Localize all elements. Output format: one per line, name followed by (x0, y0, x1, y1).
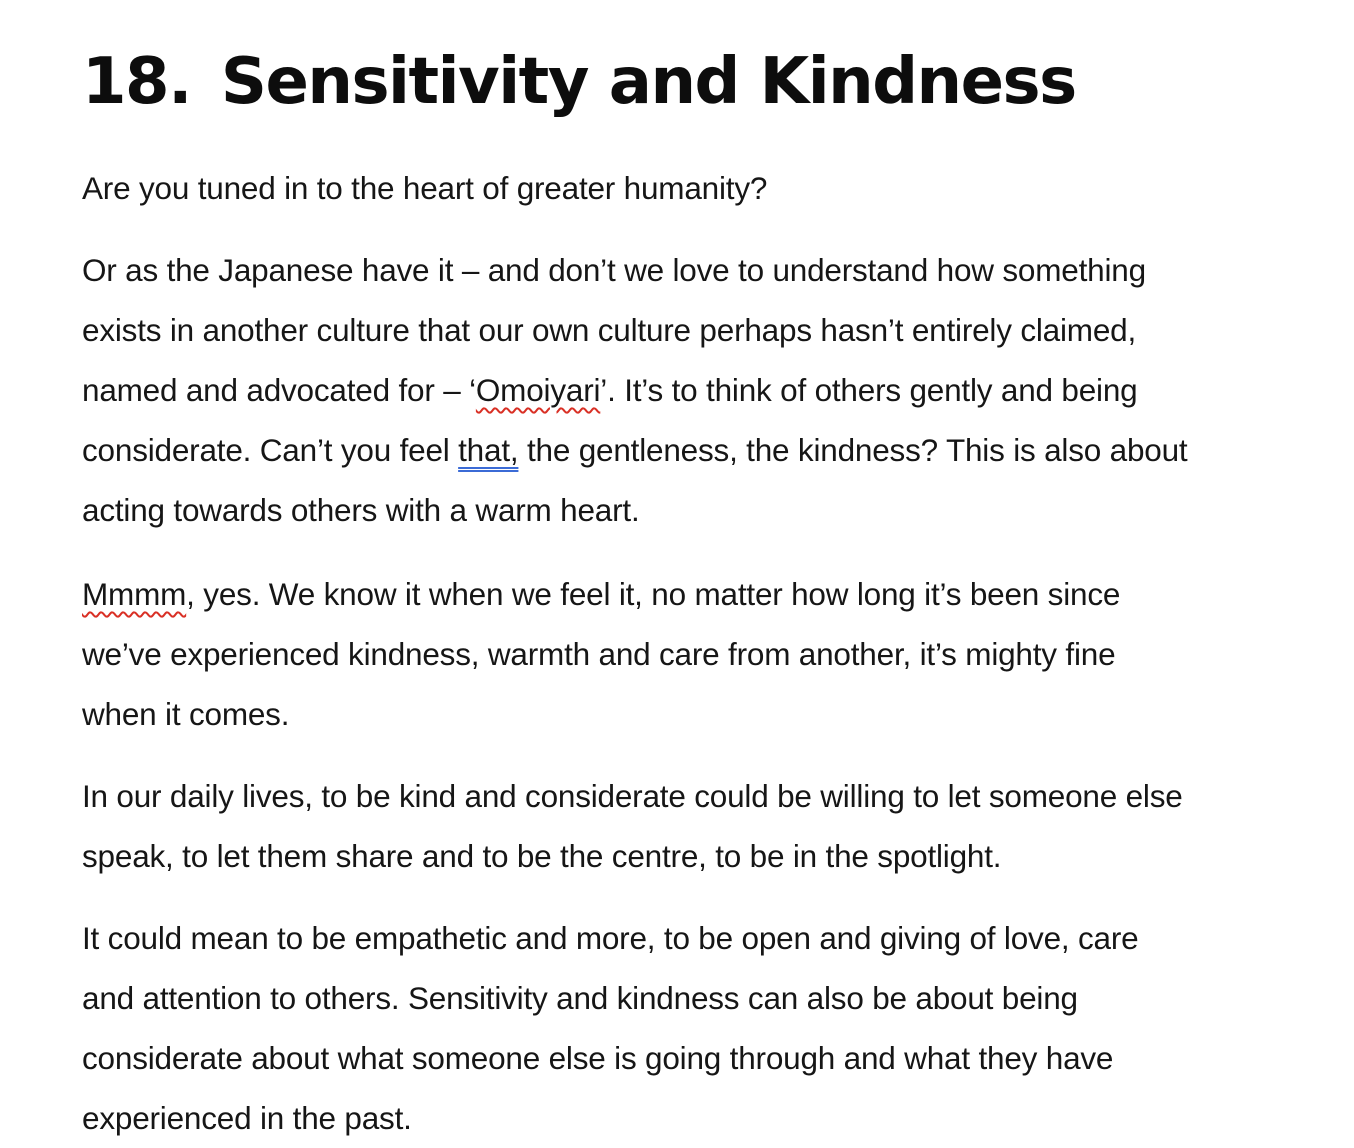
paragraph-line: In our daily lives, to be kind and considerate could be willing to let someone else (82, 778, 1183, 814)
text-run: , yes. We know it when we feel it, no matter how long it’s been since (186, 576, 1121, 612)
paragraph-line: It could mean to be empathetic and more, to be open and giving of love, care (82, 920, 1139, 956)
section-title: Sensitivity and Kindness (220, 45, 1076, 119)
section-number: 18. (82, 45, 191, 119)
grammar-suggestion-that[interactable]: that, (458, 432, 519, 468)
text-run: the gentleness, the kindness? This is also about (518, 432, 1188, 468)
paragraph-line: speak, to let them share and to be the centre, to be in the spotlight. (82, 838, 1002, 874)
paragraph-line (82, 564, 1262, 624)
paragraph-line: experienced in the past. (82, 1100, 412, 1136)
paragraph-line (82, 360, 1262, 420)
text-run: ’. It’s to think of others gently and being (600, 372, 1138, 408)
paragraph-line: exists in another culture that our own culture perhaps hasn’t entirely claimed, (82, 312, 1137, 348)
paragraph-5[interactable] (82, 908, 1262, 1148)
paragraph-3[interactable] (82, 564, 1262, 744)
paragraph-4[interactable] (82, 766, 1262, 886)
paragraph-2[interactable] (82, 240, 1262, 540)
paragraph-line: we’ve experienced kindness, warmth and care from another, it’s mighty fine (82, 636, 1116, 672)
paragraph-1[interactable] (82, 158, 1262, 218)
section-heading (82, 44, 1076, 120)
spelling-error-omoiyari[interactable]: Omoiyari (475, 372, 601, 408)
paragraph-line: acting towards others with a warm heart. (82, 492, 640, 528)
text-run: named and advocated for – ‘ (82, 372, 476, 408)
paragraph-line: when it comes. (82, 696, 290, 732)
text-run: considerate. Can’t you feel (82, 432, 459, 468)
spelling-error-mmmm[interactable]: Mmmm (82, 576, 187, 612)
paragraph-line (82, 420, 1262, 480)
paragraph-line: Or as the Japanese have it – and don’t we love to understand how something (82, 252, 1146, 288)
paragraph-line: Are you tuned in to the heart of greater humanity? (82, 170, 768, 206)
paragraph-line: and attention to others. Sensitivity and kindness can also be about being (82, 980, 1078, 1016)
paragraph-line: considerate about what someone else is going through and what they have (82, 1040, 1114, 1076)
